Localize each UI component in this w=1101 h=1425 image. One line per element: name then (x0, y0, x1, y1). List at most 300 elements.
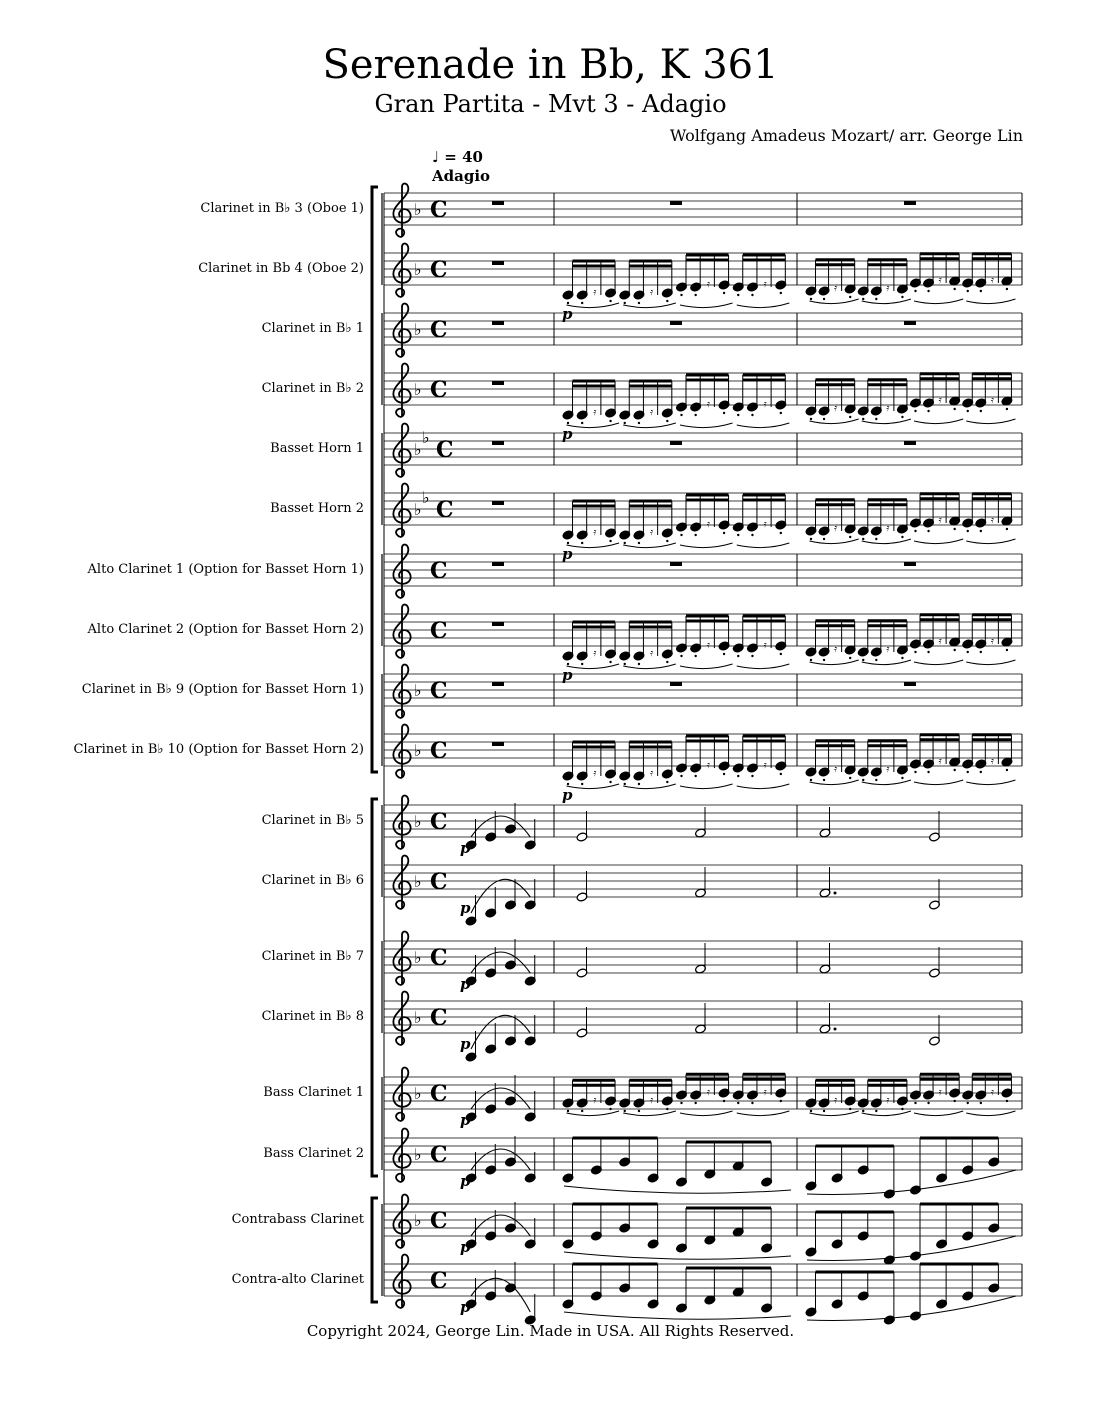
staccato-dot (953, 1100, 955, 1102)
staccato-dot (751, 1102, 753, 1104)
slur (680, 664, 733, 669)
slur (680, 784, 733, 789)
sixteenth-rest: 𝄿 (886, 283, 890, 294)
key-flat-icon: ♭ (414, 1145, 422, 1164)
sixteenth-rest: 𝄿 (886, 523, 890, 534)
staccato-dot (609, 781, 611, 783)
staccato-dot (680, 534, 682, 536)
staff-label: Clarinet in B♭ 6 (261, 873, 364, 888)
slur (810, 780, 859, 785)
staff-label: Clarinet in B♭ 3 (Oboe 1) (200, 201, 364, 216)
slur (564, 1186, 791, 1193)
whole-rest (492, 562, 504, 566)
staff (384, 244, 1022, 323)
time-signature: C (436, 437, 454, 463)
staff-label: Clarinet in B♭ 1 (261, 321, 364, 336)
staccato-dot (680, 775, 682, 777)
staccato-dot (914, 1102, 916, 1104)
staccato-dot (680, 655, 682, 657)
sixteenth-rest: 𝄿 (886, 764, 890, 775)
slur (567, 423, 620, 428)
sixteenth-rest: 𝄿 (886, 644, 890, 655)
key-flat-icon: ♭ (414, 260, 422, 279)
treble-clef-icon (393, 796, 410, 849)
staccato-dot (927, 1102, 929, 1104)
staff (384, 992, 1022, 1063)
slur (862, 419, 911, 424)
staccato-dot (609, 540, 611, 542)
staccato-dot (980, 290, 982, 292)
sixteenth-rest: 𝄿 (886, 403, 890, 414)
staccato-dot (901, 536, 903, 538)
slur (680, 423, 733, 428)
staccato-dot (901, 657, 903, 659)
sixteenth-rest: 𝄿 (706, 519, 710, 530)
staccato-dot (780, 773, 782, 775)
staccato-dot (1006, 288, 1008, 290)
treble-clef-icon (393, 244, 410, 297)
whole-rest (492, 441, 504, 445)
time-signature: C (430, 809, 448, 835)
staccato-dot (849, 657, 851, 659)
staccato-dot (953, 408, 955, 410)
sixteenth-rest: 𝄿 (706, 760, 710, 771)
time-signature: C (430, 558, 448, 584)
whole-rest (904, 201, 916, 205)
slur (966, 419, 1015, 424)
staccato-dot (875, 659, 877, 661)
sixteenth-rest: 𝄿 (650, 287, 654, 298)
slur (810, 1111, 859, 1116)
sixteenth-rest: 𝄿 (763, 279, 767, 290)
whole-rest (492, 321, 504, 325)
key-flat-icon: ♭ (414, 812, 422, 831)
staccato-dot (849, 1108, 851, 1110)
staccato-dot (1006, 408, 1008, 410)
whole-rest (904, 441, 916, 445)
staccato-dot (980, 1102, 982, 1104)
staccato-dot (638, 302, 640, 304)
staff-label: Clarinet in B♭ 10 (Option for Basset Horn 2) (73, 742, 364, 757)
whole-rest (670, 201, 682, 205)
staff-label: Basset Horn 1 (270, 441, 364, 456)
sixteenth-rest: 𝄿 (834, 764, 838, 775)
sixteenth-rest: 𝄿 (834, 403, 838, 414)
whole-rest (492, 742, 504, 746)
slur (623, 784, 676, 789)
staccato-dot (581, 783, 583, 785)
staccato-dot (1006, 1100, 1008, 1102)
dynamic-marking: p (460, 1298, 471, 1316)
staff-label: Bass Clarinet 1 (263, 1085, 364, 1100)
slur (471, 1088, 530, 1109)
slur (810, 299, 859, 304)
slur (966, 1111, 1015, 1116)
staccato-dot (823, 538, 825, 540)
time-signature: C (430, 1005, 448, 1031)
key-flat-icon: ♭ (422, 428, 430, 447)
copyright-notice: Copyright 2024, George Lin. Made in USA. All Rights Reserved. (306, 1322, 795, 1340)
staccato-dot (624, 1110, 626, 1112)
staff (384, 605, 1022, 684)
staff (384, 932, 1022, 993)
sixteenth-rest: 𝄿 (650, 768, 654, 779)
slur (914, 539, 963, 544)
staccato-dot (927, 771, 929, 773)
sixteenth-rest: 𝄿 (706, 399, 710, 410)
slur (914, 419, 963, 424)
sixteenth-rest: 𝄿 (938, 275, 942, 286)
key-flat-icon: ♭ (422, 488, 430, 507)
whole-rest (670, 441, 682, 445)
sixteenth-rest: 𝄿 (650, 648, 654, 659)
dynamic-marking: p (460, 1035, 471, 1053)
whole-rest (904, 562, 916, 566)
staccato-dot (914, 290, 916, 292)
slur (471, 879, 530, 913)
staccato-dot (914, 651, 916, 653)
staccato-dot (666, 781, 668, 783)
staccato-dot (666, 1108, 668, 1110)
staccato-dot (780, 1100, 782, 1102)
staccato-dot (810, 1110, 812, 1112)
time-signature: C (430, 377, 448, 403)
staccato-dot (638, 422, 640, 424)
treble-clef-icon (393, 545, 410, 598)
staccato-dot (751, 534, 753, 536)
staccato-dot (849, 536, 851, 538)
slur (810, 660, 859, 665)
staccato-dot (680, 414, 682, 416)
staccato-dot (823, 418, 825, 420)
staccato-dot (609, 420, 611, 422)
staccato-dot (875, 538, 877, 540)
staff (384, 184, 1022, 237)
sixteenth-rest: 𝄿 (990, 1087, 994, 1098)
staccato-dot (694, 1102, 696, 1104)
score-title: Serenade in Bb, K 361 (322, 42, 779, 88)
staccato-dot (737, 534, 739, 536)
staccato-dot (666, 300, 668, 302)
staccato-dot (581, 1110, 583, 1112)
dynamic-marking: p (460, 839, 471, 857)
staccato-dot (723, 653, 725, 655)
time-signature: C (430, 618, 448, 644)
staff (384, 665, 1022, 718)
staccato-dot (810, 659, 812, 661)
dynamic-marking: p (562, 425, 573, 443)
treble-clef-icon (393, 932, 410, 985)
staccato-dot (609, 300, 611, 302)
time-signature: C (430, 1142, 448, 1168)
slur (737, 423, 790, 428)
sixteenth-rest: 𝄿 (593, 287, 597, 298)
staccato-dot (914, 771, 916, 773)
slur (966, 660, 1015, 665)
staccato-dot (666, 420, 668, 422)
sixteenth-rest: 𝄿 (990, 395, 994, 406)
staff-label: Basset Horn 2 (270, 501, 364, 516)
staccato-dot (1006, 769, 1008, 771)
staccato-dot (723, 532, 725, 534)
treble-clef-icon (393, 424, 410, 477)
slur (567, 543, 620, 548)
staccato-dot (624, 422, 626, 424)
time-signature: C (430, 1208, 448, 1234)
staff-label: Bass Clarinet 2 (263, 1146, 364, 1161)
staff (384, 856, 1022, 927)
staccato-dot (967, 651, 969, 653)
staccato-dot (823, 659, 825, 661)
sixteenth-rest: 𝄿 (706, 640, 710, 651)
key-flat-icon: ♭ (414, 1084, 422, 1103)
slur (737, 784, 790, 789)
whole-rest (492, 501, 504, 505)
key-flat-icon: ♭ (414, 681, 422, 700)
slur (567, 1111, 620, 1116)
slur (471, 952, 530, 973)
whole-rest (492, 622, 504, 626)
slur (564, 1252, 791, 1259)
sixteenth-rest: 𝄿 (990, 515, 994, 526)
whole-rest (904, 321, 916, 325)
staccato-dot (927, 651, 929, 653)
staccato-dot (751, 655, 753, 657)
staccato-dot (875, 779, 877, 781)
sixteenth-rest: 𝄿 (593, 648, 597, 659)
treble-clef-icon (393, 725, 410, 778)
staccato-dot (680, 1102, 682, 1104)
sixteenth-rest: 𝄿 (938, 515, 942, 526)
staff (384, 424, 1022, 477)
time-signature: C (430, 197, 448, 223)
staff-label: Clarinet in Bb 4 (Oboe 2) (198, 261, 364, 276)
whole-rest (492, 381, 504, 385)
staccato-dot (901, 296, 903, 298)
key-flat-icon: ♭ (414, 200, 422, 219)
sixteenth-rest: 𝄿 (834, 523, 838, 534)
sixteenth-rest: 𝄿 (763, 640, 767, 651)
staccato-dot (927, 290, 929, 292)
dynamic-marking: p (562, 786, 573, 804)
whole-rest (670, 562, 682, 566)
treble-clef-icon (393, 484, 410, 537)
treble-clef-icon (393, 856, 410, 909)
staccato-dot (875, 298, 877, 300)
staccato-dot (751, 775, 753, 777)
dynamic-marking: p (460, 1238, 471, 1256)
staccato-dot (953, 769, 955, 771)
staccato-dot (967, 290, 969, 292)
staff (384, 796, 1022, 857)
staff (384, 1068, 1022, 1129)
sixteenth-rest: 𝄿 (938, 636, 942, 647)
staccato-dot (862, 659, 864, 661)
slur (862, 660, 911, 665)
staff-label: Clarinet in B♭ 9 (Option for Basset Horn 1) (81, 682, 364, 697)
staccato-dot (980, 771, 982, 773)
staccato-dot (581, 542, 583, 544)
system-bracket (372, 187, 378, 772)
staccato-dot (810, 779, 812, 781)
sixteenth-rest: 𝄿 (593, 768, 597, 779)
staccato-dot (694, 294, 696, 296)
staccato-dot (694, 775, 696, 777)
staccato-dot (638, 1110, 640, 1112)
slur (914, 1111, 963, 1116)
staccato-dot (980, 651, 982, 653)
staccato-dot (901, 416, 903, 418)
staccato-dot (666, 661, 668, 663)
staccato-dot (737, 775, 739, 777)
sixteenth-rest: 𝄿 (763, 1087, 767, 1098)
dynamic-marking: p (460, 899, 471, 917)
staccato-dot (780, 653, 782, 655)
tempo-metronome: ♩ = 40 (432, 148, 483, 166)
sixteenth-rest: 𝄿 (834, 644, 838, 655)
slur (862, 780, 911, 785)
staff-label: Clarinet in B♭ 5 (261, 813, 364, 828)
slur (737, 543, 790, 548)
slur (623, 423, 676, 428)
augmentation-dot (834, 892, 837, 895)
staccato-dot (624, 663, 626, 665)
staccato-dot (737, 655, 739, 657)
staccato-dot (780, 412, 782, 414)
sixteenth-rest: 𝄿 (763, 519, 767, 530)
staccato-dot (862, 418, 864, 420)
slur (862, 299, 911, 304)
staccato-dot (723, 773, 725, 775)
staccato-dot (638, 783, 640, 785)
staff (384, 1129, 1022, 1200)
whole-rest (670, 682, 682, 686)
staccato-dot (875, 1110, 877, 1112)
staccato-dot (581, 302, 583, 304)
staff (384, 304, 1022, 357)
staccato-dot (567, 663, 569, 665)
staccato-dot (581, 663, 583, 665)
staccato-dot (914, 410, 916, 412)
staff-label: Clarinet in B♭ 7 (261, 949, 364, 964)
staccato-dot (967, 530, 969, 532)
whole-rest (904, 682, 916, 686)
staccato-dot (980, 410, 982, 412)
staccato-dot (567, 302, 569, 304)
treble-clef-icon (393, 1129, 410, 1182)
whole-rest (492, 682, 504, 686)
sixteenth-rest: 𝄿 (650, 527, 654, 538)
staccato-dot (723, 412, 725, 414)
key-flat-icon: ♭ (414, 872, 422, 891)
tempo-text: Adagio (432, 167, 491, 185)
staccato-dot (927, 530, 929, 532)
dynamic-marking: p (562, 305, 573, 323)
time-signature: C (430, 317, 448, 343)
slur (966, 539, 1015, 544)
staccato-dot (666, 540, 668, 542)
staccato-dot (967, 771, 969, 773)
slur (680, 303, 733, 308)
staccato-dot (953, 528, 955, 530)
staccato-dot (980, 530, 982, 532)
system-bracket (372, 799, 378, 1176)
treble-clef-icon (393, 1195, 410, 1248)
augmentation-dot (834, 1028, 837, 1031)
staccato-dot (810, 418, 812, 420)
sixteenth-rest: 𝄿 (834, 1095, 838, 1106)
staff-label: Alto Clarinet 1 (Option for Basset Horn 1) (87, 562, 364, 577)
sixteenth-rest: 𝄿 (938, 395, 942, 406)
sixteenth-rest: 𝄿 (763, 760, 767, 771)
treble-clef-icon (393, 605, 410, 658)
slur (567, 784, 620, 789)
staccato-dot (967, 1102, 969, 1104)
composer-credit: Wolfgang Amadeus Mozart/ arr. George Lin (669, 126, 1023, 145)
treble-clef-icon (393, 992, 410, 1045)
dynamic-marking: p (562, 545, 573, 563)
staff-label: Alto Clarinet 2 (Option for Basset Horn 2) (87, 622, 364, 637)
key-flat-icon: ♭ (414, 1008, 422, 1027)
time-signature: C (430, 678, 448, 704)
staccato-dot (624, 302, 626, 304)
sixteenth-rest: 𝄿 (990, 756, 994, 767)
staff (384, 1255, 1022, 1326)
staccato-dot (1006, 528, 1008, 530)
slur (623, 664, 676, 669)
sixteenth-rest: 𝄿 (763, 399, 767, 410)
staccato-dot (737, 294, 739, 296)
staccato-dot (609, 661, 611, 663)
slur (966, 299, 1015, 304)
slur (564, 1312, 791, 1319)
treble-clef-icon (393, 364, 410, 417)
sixteenth-rest: 𝄿 (650, 1095, 654, 1106)
time-signature: C (430, 1268, 448, 1294)
slur (623, 303, 676, 308)
staccato-dot (862, 538, 864, 540)
staccato-dot (823, 779, 825, 781)
staccato-dot (780, 532, 782, 534)
slur (680, 543, 733, 548)
slur (862, 539, 911, 544)
whole-rest (492, 201, 504, 205)
sixteenth-rest: 𝄿 (938, 756, 942, 767)
whole-rest (670, 321, 682, 325)
slur (471, 1015, 530, 1049)
staccato-dot (737, 1102, 739, 1104)
staff-label: Contra-alto Clarinet (231, 1272, 364, 1287)
slur (966, 780, 1015, 785)
slur (737, 303, 790, 308)
time-signature: C (436, 497, 454, 523)
slur (567, 303, 620, 308)
slur (567, 664, 620, 669)
sixteenth-rest: 𝄿 (990, 275, 994, 286)
treble-clef-icon (393, 1255, 410, 1308)
treble-clef-icon (393, 304, 410, 357)
slur (471, 1278, 530, 1312)
staccato-dot (723, 292, 725, 294)
slur (810, 539, 859, 544)
staccato-dot (823, 1110, 825, 1112)
staccato-dot (680, 294, 682, 296)
staccato-dot (953, 288, 955, 290)
time-signature: C (430, 1081, 448, 1107)
staccato-dot (737, 414, 739, 416)
staccato-dot (624, 542, 626, 544)
sixteenth-rest: 𝄿 (990, 636, 994, 647)
